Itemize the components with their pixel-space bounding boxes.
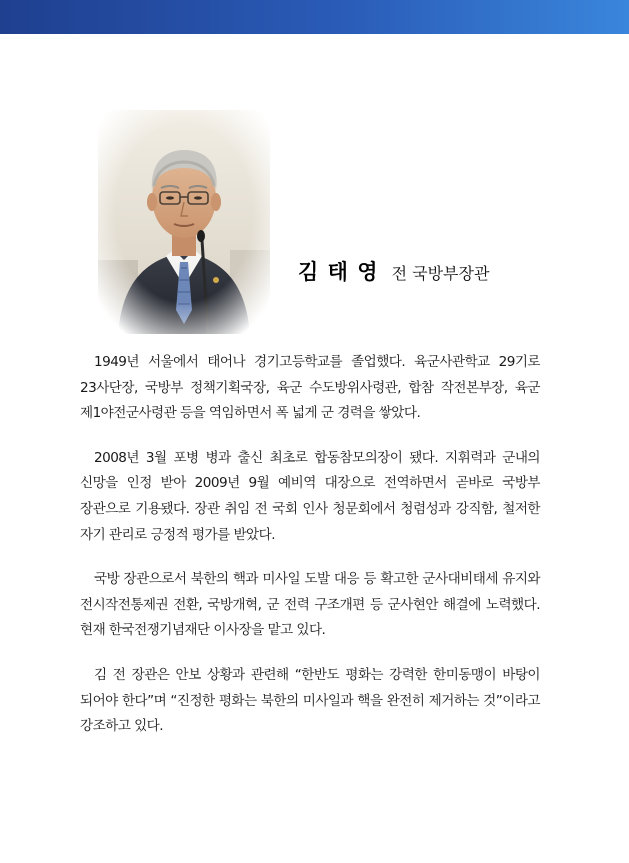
person-name: 김 태 영 [298, 260, 379, 284]
bio-paragraph: 김 전 장관은 안보 상황과 관련해 “한반도 평화는 강력한 한미동맹이 바탕이 되어야 한다”며 “진정한 평화는 북한의 미사일과 핵을 완전히 제거하는 것”이라고 강조하고 있다. [80, 666, 540, 735]
biography [80, 350, 540, 759]
profile-heading [298, 256, 489, 286]
bio-paragraph: 국방 장관으로서 북한의 핵과 미사일 도발 대응 등 확고한 군사대비태세 유지와 전시작전통제권 전환, 국방개혁, 군 전력 구조개편 등 군사현안 해결에 노력했다. 현재 한국전쟁기념재단 이사장을 맡고 있다. [80, 571, 540, 639]
bio-paragraph: 2008년 3월 포병 병과 출신 최초로 합동참모의장이 됐다. 지휘력과 군내의 신망을 인정 받아 2009년 9월 예비역 대장으로 전역하면서 곧바로 국방부 장관으로 기용됐다. 장관 취임 전 국회 인사 청문회에서 청렴성과 강직함, 철저한 자기 관리로 긍정적 평가를 받았다. [80, 449, 540, 543]
portrait-photo [98, 110, 270, 334]
header-bar [0, 0, 629, 34]
bio-paragraph: 1949년 서울에서 태어나 경기고등학교를 졸업했다. 육군사관학교 29기로 23사단장, 국방부 정책기획국장, 육군 수도방위사령관, 합참 작전본부장, 육군 제1야전군사령관 등을 역임하면서 폭 넓게 군 경력을 쌓았다. [80, 354, 540, 422]
person-title: 전 국방부장관 [391, 264, 490, 283]
